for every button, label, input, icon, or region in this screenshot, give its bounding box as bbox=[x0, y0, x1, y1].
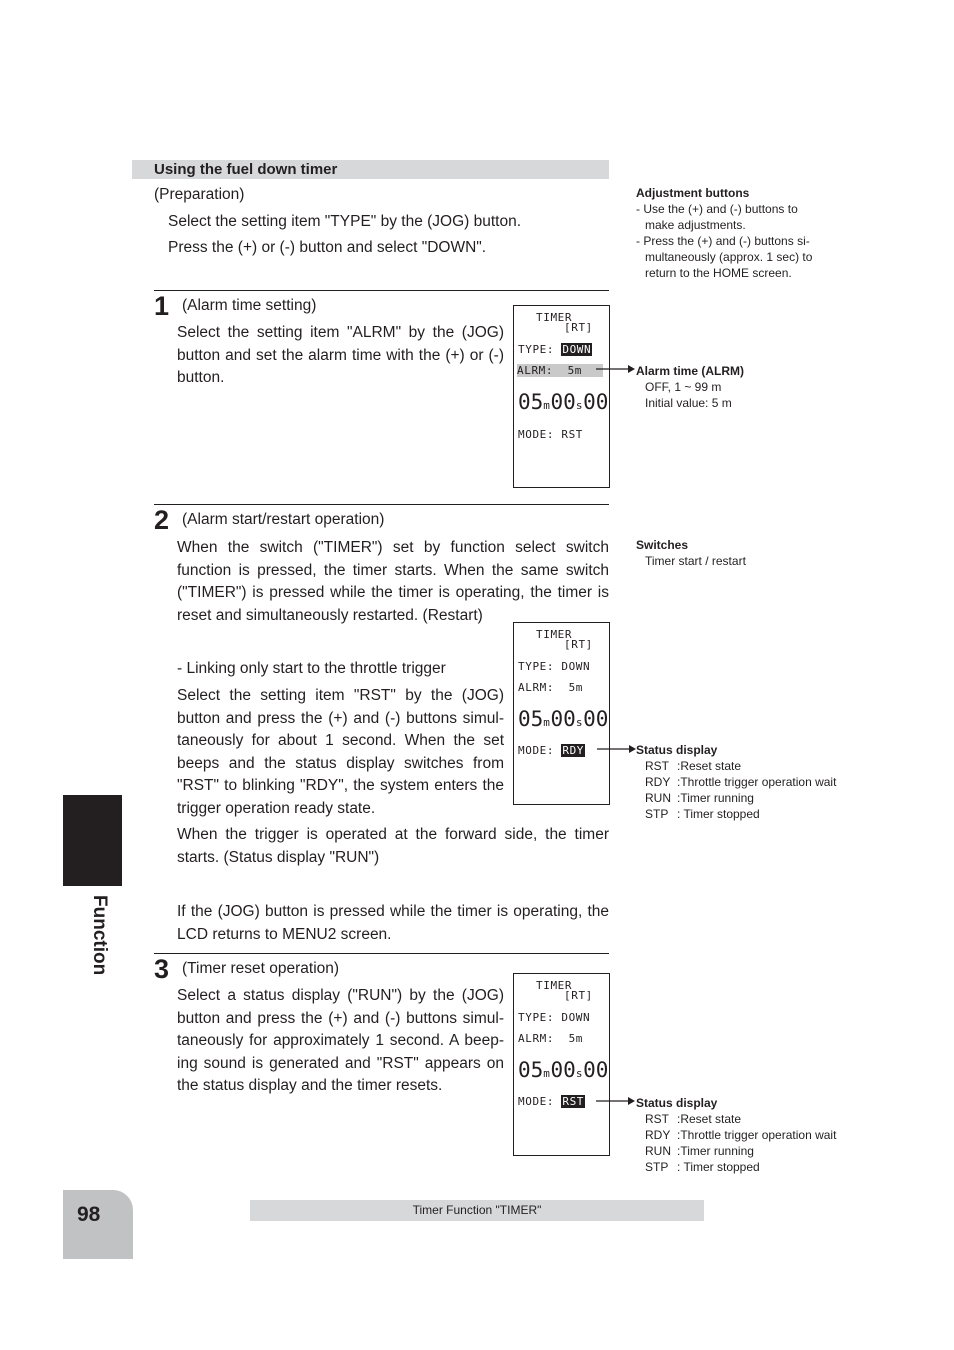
lcd-sub: [RT] bbox=[564, 638, 593, 651]
arrow-status-icon bbox=[597, 742, 637, 756]
lcd-mode-label: MODE: bbox=[518, 744, 555, 757]
page-number: 98 bbox=[77, 1203, 101, 1226]
step-2-rule bbox=[154, 504, 609, 505]
lcd-time: 05m00s00 bbox=[518, 1058, 609, 1082]
note-adjustment: Adjustment buttons - Use the (+) and (-) buttons to make adjustments. - Press the (+) and (-) buttons si- multaneously (approx. 1 sec) to return to the HOME screen. bbox=[636, 186, 813, 280]
step-3-number: 3 bbox=[154, 954, 170, 984]
lcd-screen-3 bbox=[513, 973, 610, 1156]
lcd-mode-value: RST bbox=[562, 1095, 585, 1108]
lcd-alrm-value: 5m bbox=[568, 681, 584, 694]
note-status-display: Status display RST :Reset state RDY :Throttle trigger operation wait RUN :Timer running STP : Timer stopped bbox=[636, 743, 837, 821]
lcd-type-value: DOWN bbox=[561, 1011, 591, 1024]
step-1-number: 1 bbox=[154, 291, 170, 321]
note-alarm-time: Alarm time (ALRM) OFF, 1 ~ 99 m Initial value: 5 m bbox=[636, 364, 745, 410]
lcd-type-label: TYPE: bbox=[518, 1011, 555, 1024]
lcd-sub: [RT] bbox=[564, 989, 593, 1002]
step-2-sub-text: Select the setting item "RST" by the (JOG) button and press the (+) and (-) buttons simul- taneously for about 1 second. When the set beeps and the status display switches from "RST" to blinking "RDY", the system enters the trigger operation ready state. bbox=[177, 687, 504, 817]
lcd-type-value: DOWN bbox=[562, 343, 592, 356]
step-1-heading: (Alarm time setting) bbox=[182, 297, 317, 314]
section-side-tab bbox=[63, 795, 122, 886]
lcd-alrm-label: ALRM: bbox=[518, 681, 555, 694]
lcd-type-label: TYPE: bbox=[518, 343, 555, 356]
lcd-mode-value: RDY bbox=[562, 744, 585, 757]
lcd-time: 05m00s00 bbox=[518, 390, 609, 414]
arrow-alarm-icon bbox=[596, 362, 636, 376]
prep-line-1: Select the setting item "TYPE" by the (JOG) button. bbox=[168, 213, 522, 230]
section-title: Using the fuel down timer bbox=[154, 161, 338, 178]
lcd-alrm-value: 5m bbox=[567, 364, 583, 377]
step-3-rule bbox=[154, 953, 609, 954]
lcd-alrm-label: ALRM: bbox=[517, 364, 554, 377]
lcd-type-value: DOWN bbox=[561, 660, 591, 673]
step-1-rule bbox=[154, 290, 609, 291]
footer-text: Timer Function "TIMER" bbox=[412, 1203, 542, 1217]
lcd-alrm-value: 5m bbox=[568, 1032, 584, 1045]
arrow-status-icon bbox=[596, 1094, 636, 1108]
step-2-number: 2 bbox=[154, 505, 170, 535]
lcd-type-label: TYPE: bbox=[518, 660, 555, 673]
lcd-screen-2 bbox=[513, 622, 610, 805]
side-tab-label: Function bbox=[89, 895, 110, 976]
step-2-sub-heading: - Linking only start to the throttle trigger bbox=[177, 660, 446, 677]
note-status-display: Status display RST :Reset state RDY :Throttle trigger operation wait RUN :Timer running STP : Timer stopped bbox=[636, 1096, 837, 1174]
lcd-title: TIMER bbox=[536, 311, 573, 324]
prep-label: (Preparation) bbox=[154, 186, 245, 203]
lcd-title: TIMER bbox=[536, 979, 573, 992]
step-3-heading: (Timer reset operation) bbox=[182, 960, 340, 977]
step-2-text-2: When the trigger is operated at the forward side, the timer starts. (Status display "RUN") bbox=[177, 826, 609, 866]
note-switches: Switches Timer start / restart bbox=[636, 538, 746, 568]
lcd-title: TIMER bbox=[536, 628, 573, 641]
lcd-sub: [RT] bbox=[564, 321, 593, 334]
step-2-text: When the switch ("TIMER") set by function select switch function is pressed, the timer starts. When the same switch ("TIMER") is pressed while the timer is operating, the timer is reset and simultaneously restarted. (Restart) bbox=[177, 539, 609, 624]
lcd-time: 05m00s00 bbox=[518, 707, 609, 731]
step-2-heading: (Alarm start/restart operation) bbox=[182, 511, 385, 528]
lcd-mode-label: MODE: bbox=[518, 1095, 555, 1108]
prep-line-2: Press the (+) or (-) button and select "DOWN". bbox=[168, 239, 487, 256]
lcd-mode-value: RST bbox=[561, 428, 584, 441]
step-1-text: Select the setting item "ALRM" by the (JOG) button and set the alarm time with the (+) or (-) button. bbox=[177, 324, 504, 386]
lcd-screen-1 bbox=[513, 305, 610, 488]
step-2-text-3: If the (JOG) button is pressed while the timer is operating, the LCD returns to MENU2 screen. bbox=[177, 903, 609, 943]
lcd-alrm-label: ALRM: bbox=[518, 1032, 555, 1045]
step-3-text: Select a status display ("RUN") by the (JOG) button and press the (+) and (-) buttons simul- taneously for approximately 1 second. A beep- ing sound is generated and "RST" appears on the status display and the timer resets. bbox=[177, 987, 504, 1094]
lcd-mode-label: MODE: bbox=[518, 428, 555, 441]
